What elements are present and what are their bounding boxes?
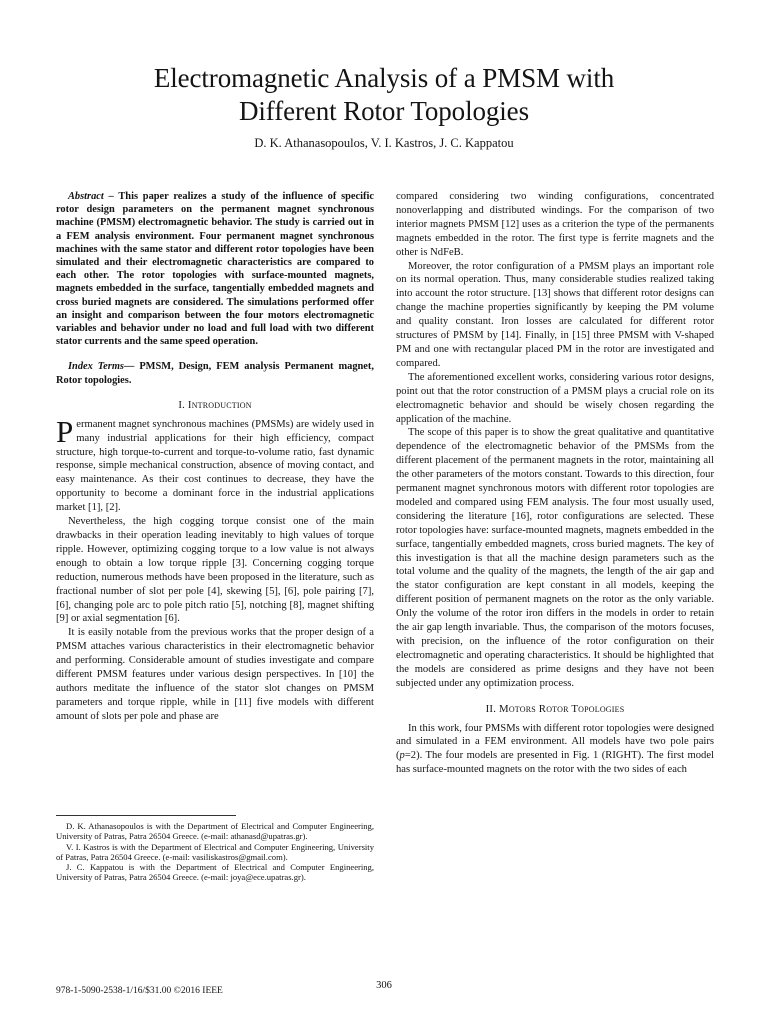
section2-paragraph-1 <box>396 722 714 778</box>
section2-text-b: =2). The four models are presented in Fig. 1 (RIGHT). The first model has surface-mounted magnets on the rotor with the two sides of each <box>396 750 714 776</box>
intro-paragraph-1-text: ermanent magnet synchronous machines (PMSMs) are widely used in many industrial applications for their high efficiency, compact structure, high torque-to-current and torque-to-volume ratio, fast dynamic response, simple mechanical construction, absence of moving contact, and easy maintenance. As their cost continues to decrease, they have the opportunity to become a dominant force in the industrial applications market [1], [2]. <box>56 418 374 514</box>
footnote-author-2: V. I. Kastros is with the Department of Electrical and Computer Engineering, University of Patras, Patra 26504 Greece. (e-mail: vasiliskastros@gmail.com). <box>56 841 374 862</box>
paper-title <box>0 62 768 128</box>
index-terms-text: PMSM, Design, FEM analysis Permanent magnet, Rotor topologies. <box>56 361 374 386</box>
index-terms-label: Index Terms— <box>68 361 135 373</box>
right-paragraph-2: Moreover, the rotor configuration of a PMSM plays an important role on its normal operation. Thus, many considerable studies realized taking into account the rotor structure. [13] shows that different rotor designs can change the machine properties significantly by keeping the PM volume and quality constant. Iron losses are calculated for different rotor structures of PMSM by [14]. Finally, in [15] three PMSM with V-shaped PM and one with rectangular placed PM in the rotor are investigated and compared. <box>396 260 714 369</box>
title-line-2: Different Rotor Topologies <box>239 96 529 126</box>
abstract <box>56 190 374 348</box>
footnote-divider <box>56 815 236 816</box>
footnote-author-3: J. C. Kappatou is with the Department of Electrical and Computer Engineering, University of Patras, Patra 26504 Greece. (e-mail: joya@ece.upatras.gr). <box>56 862 374 883</box>
author-list: D. K. Athanasopoulos, V. I. Kastros, J. C. Kappatou <box>254 136 514 150</box>
right-paragraph-4: The scope of this paper is to show the great qualitative and quantitative dependence of the electromagnetic behavior of the PMSMs from the different placement of the permanent magnets in the rotor, maintaining all the other parameters of the motors constant. Towards to this direction, four permanent magnet synchronous motors with different rotor topologies are modeled and compared using FEM analysis. The four most usually used, considering the literature [16], rotor configurations are selected. These rotor topologies have: surface-mounted magnets, magnets embedded in the surface, tangentially embedded magnets, cross buried magnets. The key of this investigation is that all the machine design parameters such as the total volume and the quality of the magnets, the length of the air gap and the stator configuration are kept constant in all models, keeping the different position of permanent magnets on the rotor as the only variable. Only the volume of the rotor iron differs in the models in order to retain the air gap length invariable. Thus, the comparison of the motors focuses, with precision, on the influence of the rotor configuration on their electromagnetic and operating characteristics. It should be highlighted that the models are considered as prime designs and they have not been subjected under any optimization process. <box>396 427 715 689</box>
left-column <box>56 190 374 724</box>
page-number: 306 <box>376 980 392 991</box>
right-column <box>396 190 714 777</box>
title-line-1: Electromagnetic Analysis of a PMSM with <box>153 63 615 93</box>
right-paragraph-3: The aforementioned excellent works, considering various rotor designs, point out that the rotor construction of a PMSM plays a crucial role on its electromagnetic behavior and should be wisely chosen regarding the application of the machine. <box>396 371 714 425</box>
section-heading-introduction: I. Introduction <box>178 398 252 411</box>
footnote-author-1: D. K. Athanasopoulos is with the Department of Electrical and Computer Engineering, University of Patras, Patra 26504 Greece. (e-mail: athanasd@upatras.gr). <box>56 821 374 842</box>
abstract-label: Abstract – <box>68 191 114 202</box>
index-terms <box>56 360 374 386</box>
isbn-copyright: 978-1-5090-2538-1/16/$31.00 ©2016 IEEE <box>56 986 223 996</box>
intro-paragraph-2: Nevertheless, the high cogging torque consist one of the main drawbacks in their operation leading inevitably to high values of torque ripple. However, optimizing cogging torque to a low value is not always enough to obtain a low torque ripple [3]. Concerning cogging torque reduction, numerous methods have been proposed in the literature, such as fractional number of slot per pole [4], skewing [5], [6], pole pairing [7], [6], changing pole arc to pole pitch ratio [5], notching [8], magnet shifting [9] or axial segmentation [6]. <box>56 516 374 625</box>
section-heading-rotor-topologies: II. Motors Rotor Topologies <box>485 702 625 715</box>
abstract-text: This paper realizes a study of the influence of specific rotor design parameters on the permanent magnet synchronous machine (PMSM) electromagnetic behavior. The study is carried out in a FEM analysis environment. Four permanent magnet synchronous machines with the same stator and different rotor topologies have been simulated and their electromagnetic characteristics are compared to each other. The rotor topologies with surface-mounted magnets, magnets embedded in the surface, tangentially embedded magnets and cross buried magnets are considered. The simulations performed offer an insight and comparison between the four motors electromagnetic variables and behavior under no load and full load with two different stator currents and the same speed operation. <box>56 191 375 348</box>
right-paragraph-1: compared considering two winding configurations, concentrated nonoverlapping and distributed windings. For the comparison of two interior magnets PMSM [12] uses as a criterion the type of the permanents magnets embedded in the rotor. The first type is ferrite magnets and the other is NdFeB. <box>396 191 714 258</box>
intro-paragraph-1 <box>56 413 374 515</box>
pole-pair-symbol: p <box>399 750 405 762</box>
drop-cap: P <box>56 413 74 449</box>
footnotes <box>56 821 374 883</box>
intro-paragraph-3: It is easily notable from the previous works that the proper design of a PMSM attaches various characteristics in their electromagnetic behavior and performing. Considerable amount of studies investigate and compare different PMSM features under various design perspectives. In [10] the authors meditate the influence of the stator slot changes on PMSM parameters and torque ripple, while in [11] five models with different amount of slots per pole and phase are <box>56 627 374 722</box>
section2-text-a: In this work, four PMSMs with different rotor topologies were designed and simulated in a FEM environment. All models have two pole pairs ( <box>396 722 714 762</box>
